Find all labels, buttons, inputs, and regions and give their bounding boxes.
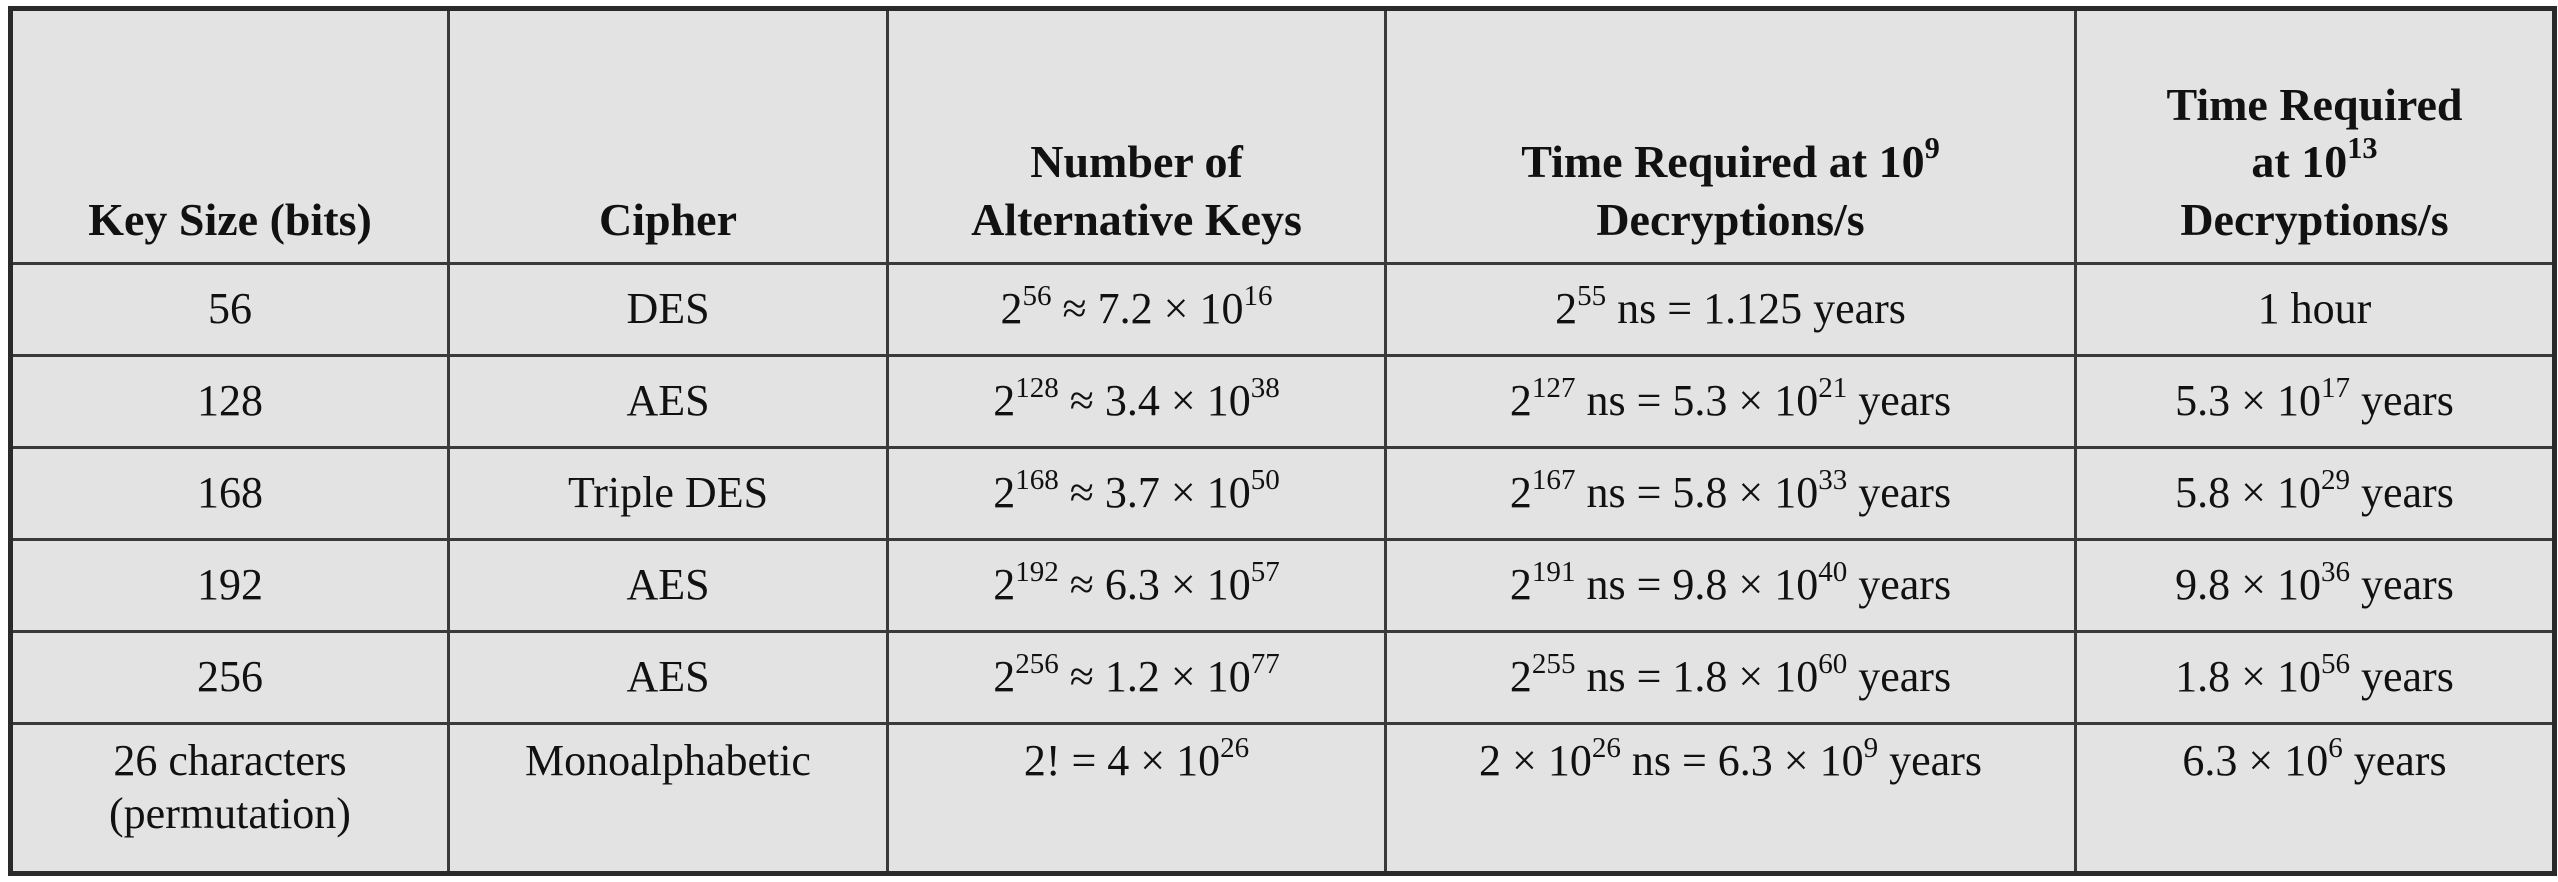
cell-cipher: AES: [449, 632, 888, 724]
table-row: [11, 632, 2555, 724]
header-time-1e9-line1: [1397, 133, 2064, 191]
cell-key-size: 128: [11, 356, 449, 448]
brute-force-key-table: [8, 6, 2557, 876]
table-row: [11, 448, 2555, 540]
header-time-1e13-line1: Time Required: [2166, 78, 2463, 130]
header-time-1e13: [2076, 9, 2555, 264]
cell-time-1e13: $5.3 \times 10^{17}$ years: [2076, 356, 2555, 448]
table-row: [11, 264, 2555, 356]
header-key-size: Key Size (bits): [11, 9, 449, 264]
header-time-1e13-line3: Decryptions/s: [2180, 193, 2449, 245]
cell-key-size: 56: [11, 264, 449, 356]
cell-time-1e13: $6.3 \times 10^6$ years: [2076, 724, 2555, 874]
cell-time-1e9: $2^{255}$ ns = $1.8 \times 10^{60}$ years: [1386, 632, 2076, 724]
cell-time-1e9: $2^{127}$ ns = $5.3 \times 10^{21}$ years: [1386, 356, 2076, 448]
header-alternative-keys-line2: Alternative Keys: [971, 193, 1302, 245]
header-row: [11, 9, 2555, 264]
cell-time-1e9: $2^{167}$ ns = $5.8 \times 10^{33}$ years: [1386, 448, 2076, 540]
cell-cipher: AES: [449, 356, 888, 448]
header-time-1e9-exponent: 9: [1924, 131, 1940, 166]
cell-key-size: 256: [11, 632, 449, 724]
header-time-1e13-exponent: 13: [2347, 131, 2378, 166]
cell-time-1e9: $2 \times 10^{26}$ ns = $6.3 \times 10^9$ years: [1386, 724, 2076, 874]
cell-alternative-keys: $2^{168} \approx 3.7 \times 10^{50}$: [888, 448, 1386, 540]
cell-alternative-keys: $2^{256} \approx 1.2 \times 10^{77}$: [888, 632, 1386, 724]
cell-time-1e13: $5.8 \times 10^{29}$ years: [2076, 448, 2555, 540]
header-time-1e9-base: Time Required at 10: [1521, 136, 1925, 187]
cell-key-size-line1: 26 characters: [113, 736, 347, 785]
header-time-1e9-line2: Decryptions/s: [1596, 193, 1865, 245]
cell-time-1e13: $9.8 \times 10^{36}$ years: [2076, 540, 2555, 632]
cell-alternative-keys: $2^{56} \approx 7.2 \times 10^{16}$: [888, 264, 1386, 356]
header-cipher: Cipher: [449, 9, 888, 264]
header-alternative-keys-line1: Number of: [1030, 136, 1243, 187]
header-time-1e9: [1386, 9, 2076, 264]
cell-key-size: 168: [11, 448, 449, 540]
cell-cipher: Monoalphabetic: [449, 724, 888, 874]
header-alternative-keys: [888, 9, 1386, 264]
cell-time-1e9: $2^{191}$ ns = $9.8 \times 10^{40}$ years: [1386, 540, 2076, 632]
table-row: [11, 724, 2555, 874]
cell-alternative-keys: $2^{192} \approx 6.3 \times 10^{57}$: [888, 540, 1386, 632]
cell-cipher: DES: [449, 264, 888, 356]
cell-time-1e13: 1 hour: [2076, 264, 2555, 356]
cell-cipher: AES: [449, 540, 888, 632]
cell-alternative-keys: 2! = $4 \times 10^{26}$: [888, 724, 1386, 874]
cell-key-size: [11, 724, 449, 874]
cell-alternative-keys: $2^{128} \approx 3.4 \times 10^{38}$: [888, 356, 1386, 448]
cell-key-size: 192: [11, 540, 449, 632]
header-time-1e13-line2: [2087, 133, 2542, 191]
cell-time-1e13: $1.8 \times 10^{56}$ years: [2076, 632, 2555, 724]
cell-cipher: Triple DES: [449, 448, 888, 540]
table-row: [11, 356, 2555, 448]
table-row: [11, 540, 2555, 632]
header-time-1e13-base: at 10: [2251, 136, 2348, 187]
cell-key-size-line2: (permutation): [109, 788, 351, 838]
cell-time-1e9: $2^{55}$ ns = 1.125 years: [1386, 264, 2076, 356]
